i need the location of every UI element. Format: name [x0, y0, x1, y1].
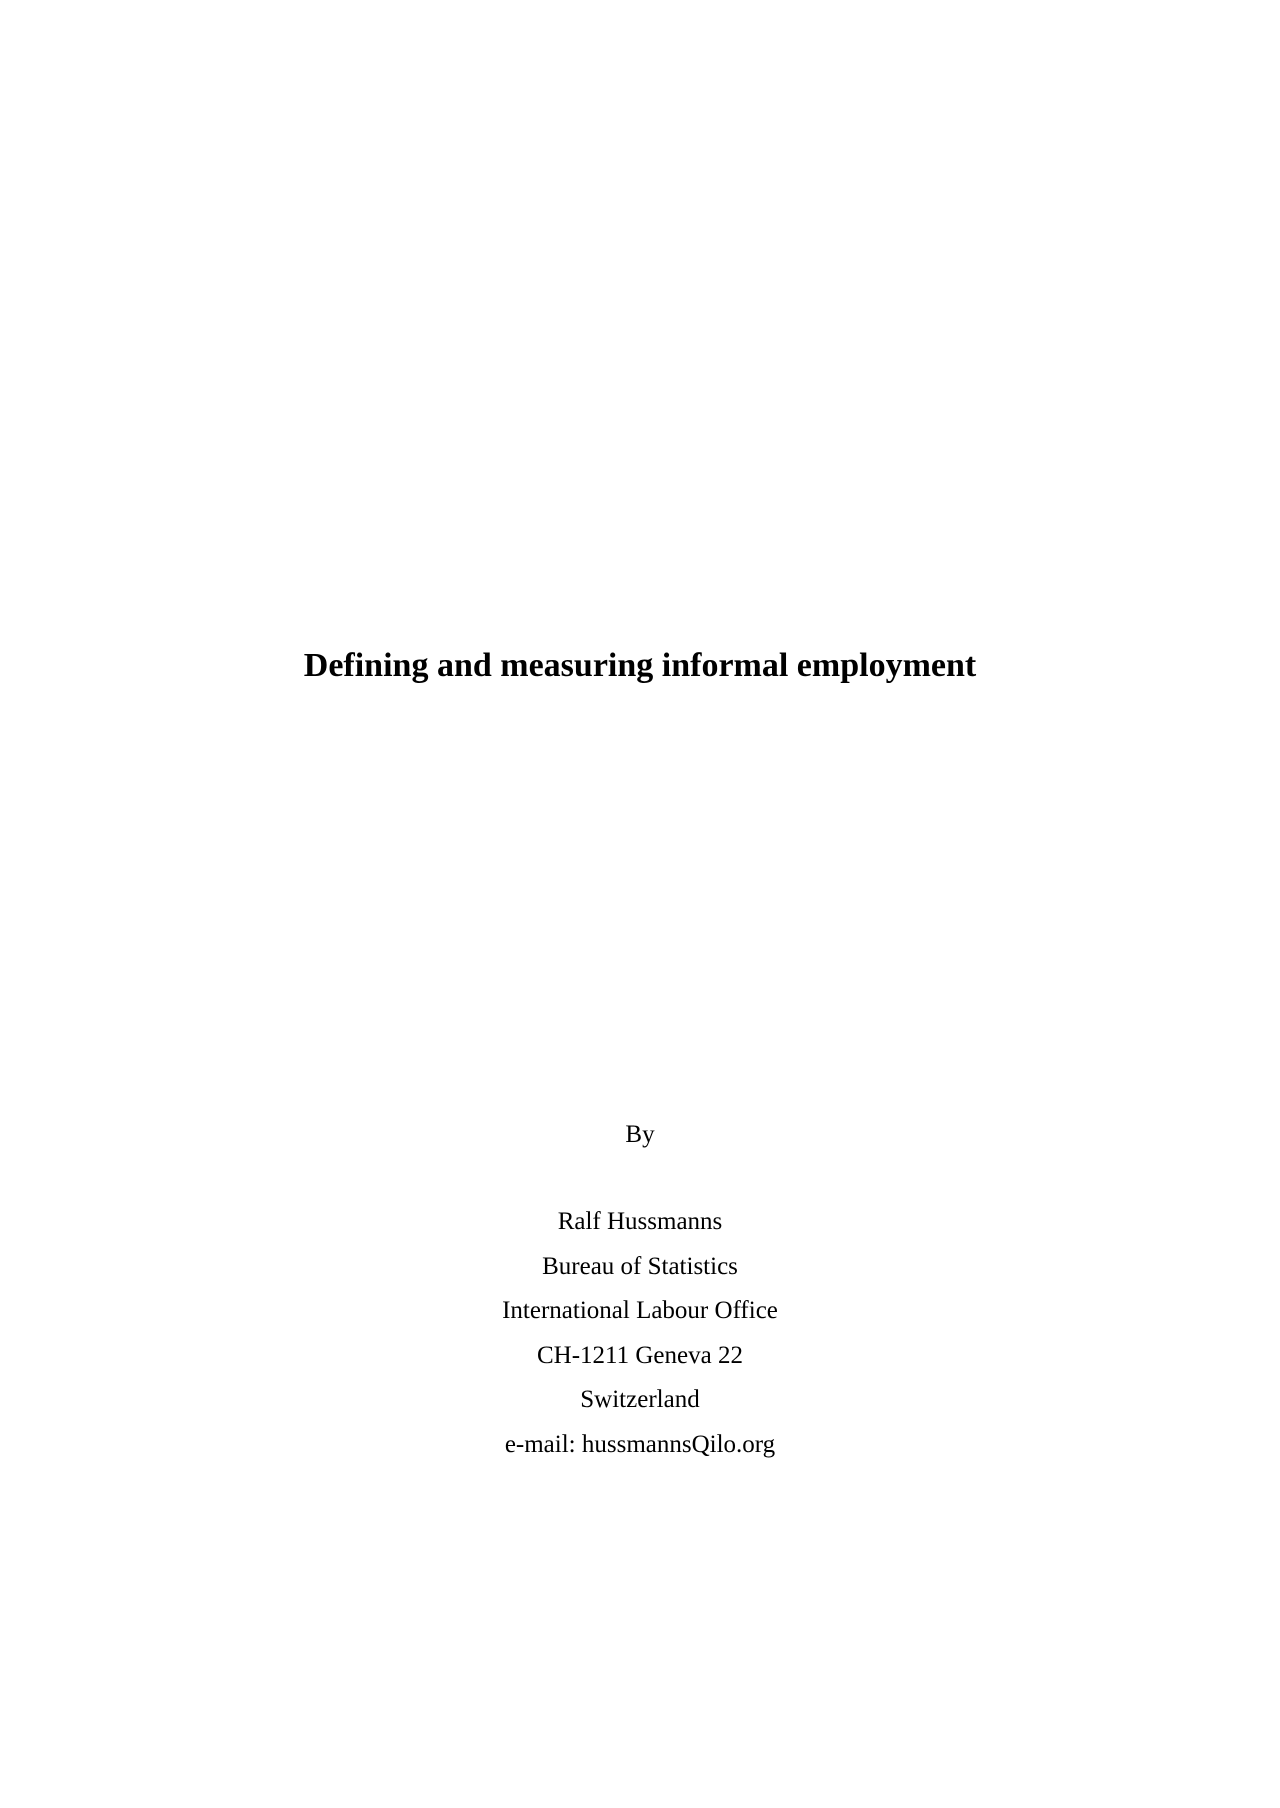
author-name: Ralf Hussmanns [557, 1208, 723, 1235]
author-address: CH-1211 Geneva 22 [537, 1341, 743, 1369]
author-country: Switzerland [580, 1386, 700, 1414]
author-department: Bureau of Statistics [542, 1252, 738, 1280]
by-label: By [625, 1121, 655, 1148]
author-organization: International Labour Office [502, 1297, 778, 1325]
document-title: Defining and measuring informal employment [303, 647, 977, 684]
author-email: e-mail: hussmannsQilo.org [504, 1430, 776, 1458]
author-block [0, 1206, 1280, 1474]
